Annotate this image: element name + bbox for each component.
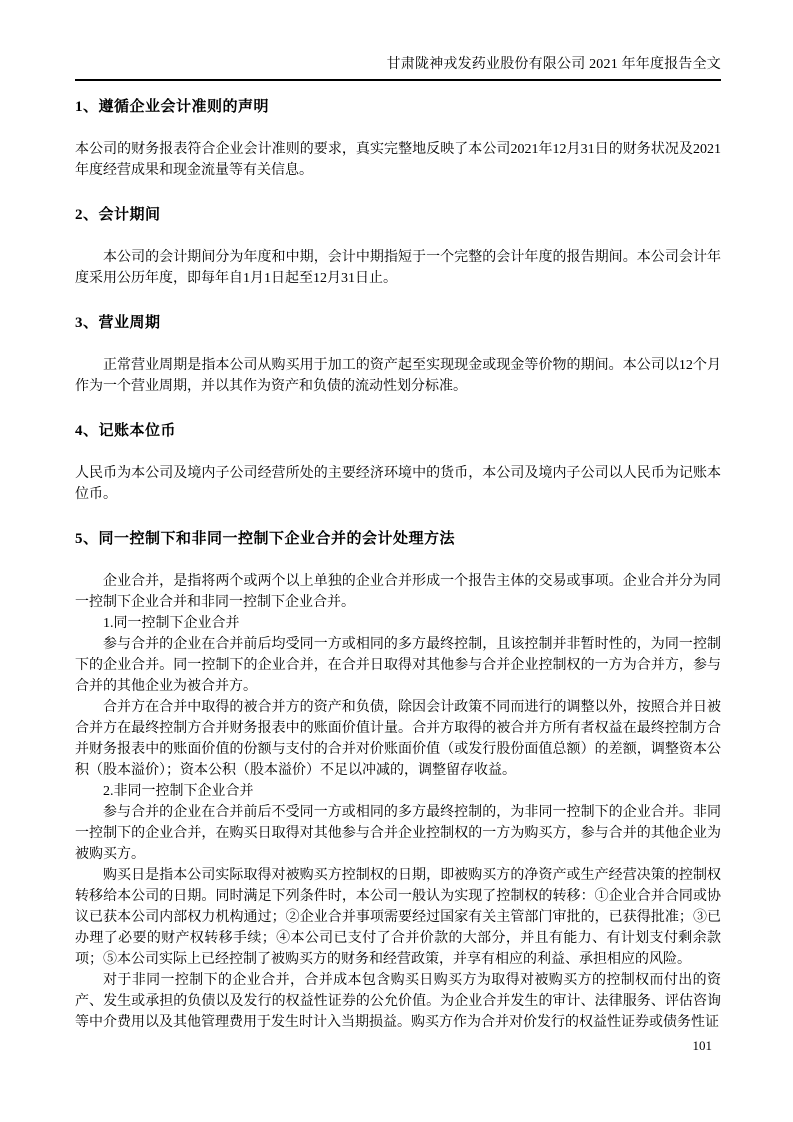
section-paragraph: 本公司的财务报表符合企业会计准则的要求，真实完整地反映了本公司2021年12月31日的财务状况及2021年度经营成果和现金流量等有关信息。 [75, 142, 721, 178]
section-paragraph: 企业合并，是指将两个或两个以上单独的企业合并形成一个报告主体的交易或事项。企业合并分为同一控制下企业合并和非同一控制下企业合并。 [75, 574, 721, 610]
document-body [75, 97, 721, 1033]
page-header [75, 0, 721, 75]
section-paragraph: 本公司的会计期间分为年度和中期，会计中期指短于一个完整的会计年度的报告期间。本公司会计年度采用公历年度，即每年自1月1日起至12月31日止。 [75, 250, 721, 286]
section-heading: 2、会计期间 [75, 207, 161, 223]
section-paragraph: 1.同一控制下企业合并 [103, 616, 240, 631]
page-number: 101 [692, 1038, 712, 1053]
page-header-title: 甘肃陇神戎发药业股份有限公司 2021 年年度报告全文 [386, 57, 721, 72]
section-paragraph: 2.非同一控制下企业合并 [103, 784, 254, 799]
section-heading: 5、同一控制下和非同一控制下企业合并的会计处理方法 [75, 531, 456, 547]
section-paragraph: 购买日是指本公司实际取得对被购买方控制权的日期，即被购买方的净资产或生产经营决策的控制权转移给本公司的日期。同时满足下列条件时，本公司一般认为实现了控制权的转移：①企业合并合同或协议已获本公司内部权力机构通过；②企业合并事项需要经过国家有关主管部门审批的，已获得批准；③已办理了必要的财产权转移手续；④本公司已支付了合并价款的大部分，并且有能力、有计划支付剩余款项；⑤本公司实际上已经控制了被购买方的财务和经营政策，并享有相应的利益、承担相应的风险。 [75, 868, 721, 967]
section-paragraph: 人民币为本公司及境内子公司经营所处的主要经济环境中的货币，本公司及境内子公司以人民币为记账本位币。 [75, 466, 721, 502]
section-heading: 1、遵循企业会计准则的声明 [75, 99, 270, 115]
section-paragraph: 参与合并的企业在合并前后不受同一方或相同的多方最终控制的，为非同一控制下的企业合并。非同一控制下的企业合并，在购买日取得对其他参与合并企业控制权的一方为购买方，参与合并的其他企业为被购买方。 [75, 805, 721, 862]
section-paragraph: 正常营业周期是指本公司从购买用于加工的资产起至实现现金或现金等价物的期间。本公司以12个月作为一个营业周期，并以其作为资产和负债的流动性划分标准。 [75, 358, 721, 394]
section-heading: 4、记账本位币 [75, 423, 177, 439]
section-paragraph: 合并方在合并中取得的被合并方的资产和负债，除因会计政策不同而进行的调整以外，按照合并日被合并方在最终控制方合并财务报表中的账面价值计量。合并方取得的被合并方所有者权益在最终控制方合并财务报表中的账面价值的份额与支付的合并对价账面价值（或发行股份面值总额）的差额，调整资本公积（股本溢价）；资本公积（股本溢价）不足以冲减的，调整留存收益。 [75, 700, 721, 778]
section-paragraph: 参与合并的企业在合并前后均受同一方或相同的多方最终控制，且该控制并非暂时性的，为同一控制下的企业合并。同一控制下的企业合并，在合并日取得对其他参与合并企业控制权的一方为合并方，参与合并的其他企业为被合并方。 [75, 637, 721, 694]
header-rule [75, 79, 721, 81]
section-paragraph: 对于非同一控制下的企业合并，合并成本包含购买日购买方为取得对被购买方的控制权而付出的资产、发生或承担的负债以及发行的权益性证券的公允价值。为企业合并发生的审计、法律服务、评估咨询等中介费用以及其他管理费用于发生时计入当期损益。购买方作为合并对价发行的权益性证券或债务性证 [75, 973, 721, 1030]
section-heading: 3、营业周期 [75, 315, 161, 331]
